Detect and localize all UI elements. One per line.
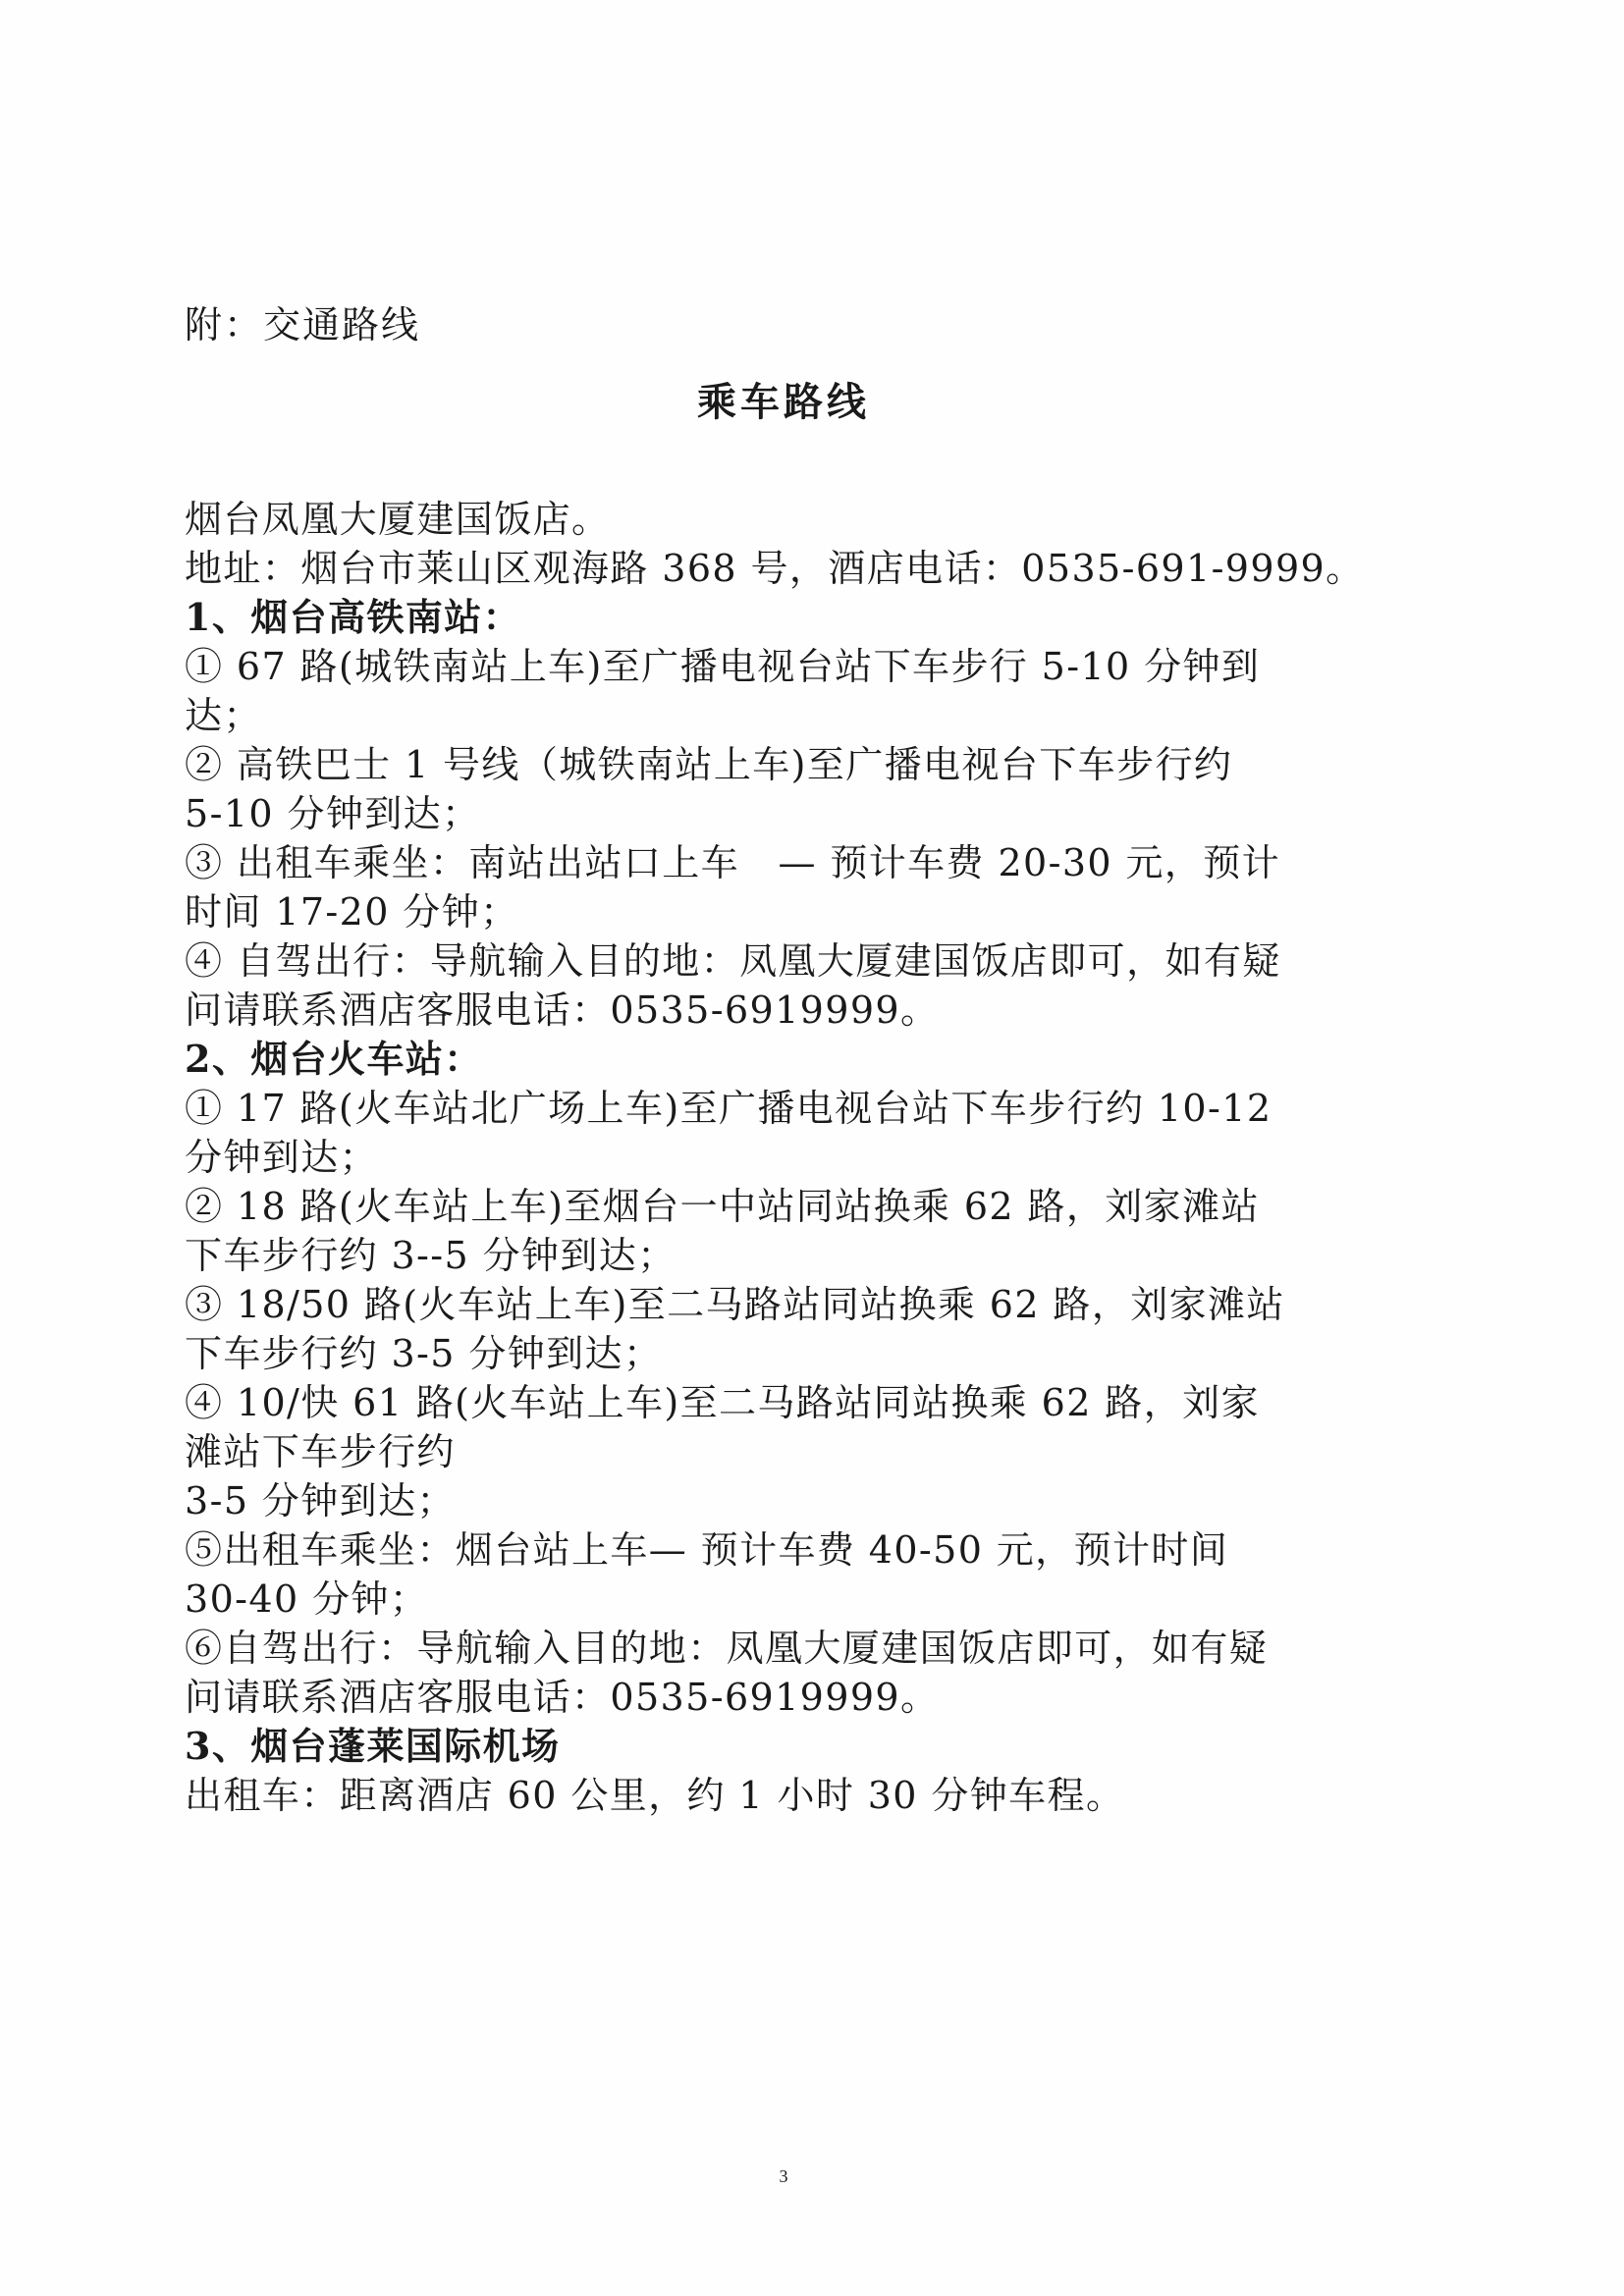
page-number: 3 (779, 2166, 788, 2186)
route-line: 出租车：距离酒店 60 公里，约 1 小时 30 分钟车程。 (185, 1774, 1125, 1817)
annex-heading: 附：交通路线 (185, 303, 421, 347)
route-line: ① 67 路(城铁南站上车)至广播电视台站下车步行 5-10 分钟到 (185, 645, 1261, 688)
route-line: ① 17 路(火车站北广场上车)至广播电视台站下车步行约 10-12 (185, 1087, 1272, 1130)
route-line: ⑥自驾出行：导航输入目的地：凤凰大厦建国饭店即可，如有疑 (185, 1627, 1269, 1670)
route-line: 下车步行约 3--5 分钟到达； (185, 1234, 677, 1277)
route-line: 下车步行约 3-5 分钟到达； (185, 1332, 663, 1375)
route-line: 问请联系酒店客服电话：0535-6919999。 (185, 1676, 940, 1719)
route-line: ② 18 路(火车站上车)至烟台一中站同站换乘 62 路，刘家滩站 (185, 1185, 1260, 1228)
section-heading: 2、烟台火车站： (185, 1037, 483, 1081)
address-line: 地址：烟台市莱山区观海路 368 号，酒店电话：0535-691-9999。 (185, 547, 1365, 590)
route-line: 3-5 分钟到达； (185, 1479, 456, 1522)
route-line: ④ 10/快 61 路(火车站上车)至二马路站同站换乘 62 路，刘家 (185, 1381, 1260, 1424)
hotel-name: 烟台凤凰大厦建国饭店。 (185, 498, 611, 541)
route-line: 时间 17-20 分钟； (185, 890, 519, 934)
route-line: ② 高铁巴士 1 号线（城铁南站上车)至广播电视台下车步行约 (185, 743, 1233, 786)
section-heading: 3、烟台蓬莱国际机场 (185, 1724, 561, 1768)
route-line: 问请联系酒店客服电话：0535-6919999。 (185, 988, 940, 1032)
section-heading: 1、烟台高铁南站： (185, 595, 522, 639)
route-line: 5-10 分钟到达； (185, 792, 481, 835)
route-line: ④ 自驾出行：导航输入目的地：凤凰大厦建国饭店即可，如有疑 (185, 939, 1281, 983)
route-line: ⑤出租车乘坐：烟台站上车— 预计车费 40-50 元，预计时间 (185, 1528, 1229, 1572)
section-high-speed-rail (185, 593, 1402, 1035)
route-line: ③ 出租车乘坐：南站出站口上车 — 预计车费 20-30 元，预计 (185, 841, 1281, 884)
section-airport (185, 1722, 1402, 1820)
page-title: 乘车路线 (697, 379, 870, 425)
route-line: ③ 18/50 路(火车站上车)至二马路站同站换乘 62 路，刘家滩站 (185, 1283, 1285, 1326)
document-body (185, 495, 1402, 1820)
route-line: 达； (185, 694, 262, 737)
section-train-station (185, 1035, 1402, 1722)
route-line: 分钟到达； (185, 1136, 379, 1179)
route-line: 滩站下车步行约 (185, 1430, 456, 1473)
route-line: 30-40 分钟； (185, 1577, 429, 1621)
